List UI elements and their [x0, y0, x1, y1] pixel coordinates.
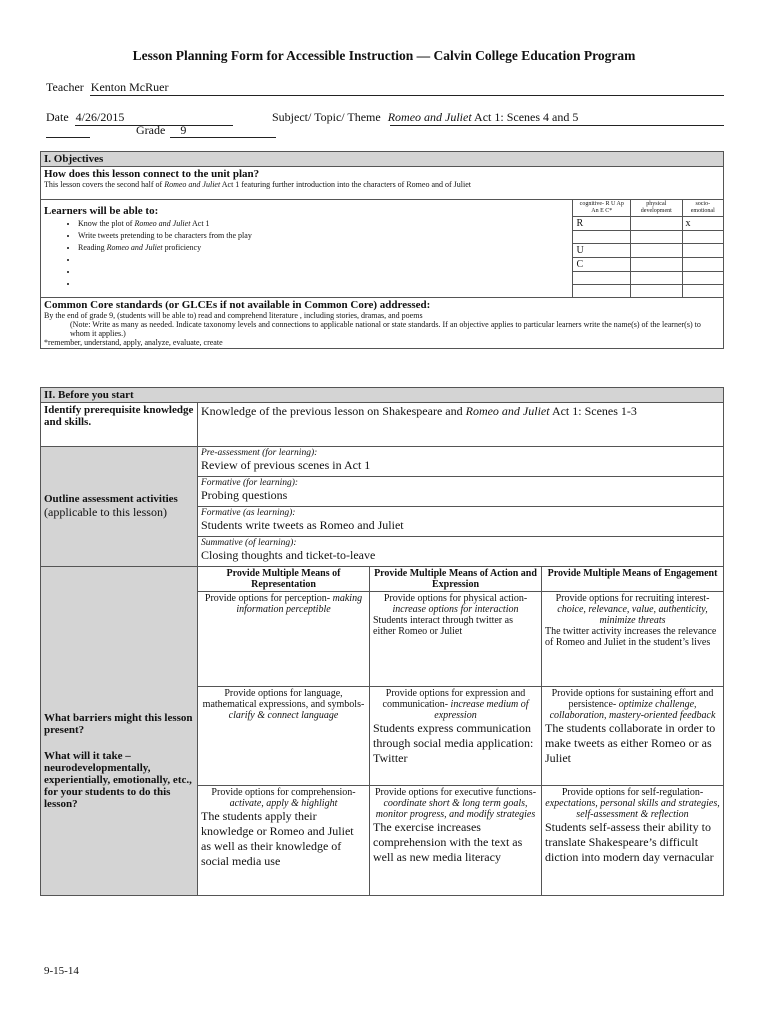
prereq-label: Identify prerequisite knowledge and skills.	[41, 403, 198, 447]
connect-answer-title: Romeo and Juliet	[164, 180, 221, 189]
objectives-header: I. Objectives	[41, 152, 724, 167]
grid-cell	[573, 231, 631, 244]
grid-cell: C	[573, 258, 631, 272]
teacher-line	[46, 80, 168, 95]
subject-title: Romeo and Juliet	[387, 110, 472, 124]
objective-item	[78, 279, 569, 291]
objective-item: • Write tweets pretending to be characters from the play	[78, 231, 569, 243]
objectives-table	[40, 151, 724, 349]
col-socio: socio-emotional	[682, 200, 723, 217]
udl-cell: Provide options for perception- making information perceptible	[198, 592, 370, 687]
assess-item: Summative (of learning): Closing thoughts and ticket-to-leave	[198, 537, 724, 567]
grid-cell	[631, 217, 683, 231]
grid-cell	[631, 258, 683, 272]
grid-cell	[682, 244, 723, 258]
udl-cell: Provide options for recruiting interest- choice, relevance, value, authenticity, minimize threats The twitter activity increases the relevance of Romeo and Juliet in the student’s lives	[542, 592, 724, 687]
connect-answer	[44, 180, 720, 189]
grid-cell	[631, 285, 683, 298]
grade-value: 9	[180, 123, 187, 137]
grid-cell	[573, 285, 631, 298]
objective-item	[78, 255, 569, 267]
teacher-label: Teacher	[46, 80, 84, 94]
grid-cell: R	[573, 217, 631, 231]
barriers-q1: What barriers might this lesson present?	[44, 712, 193, 736]
udl-cell: Provide options for executive functions- coordinate short & long term goals, monitor progress, and modify strategies The exercise increases comprehension with the text as well as new media literacy	[370, 786, 542, 896]
cc-label: Common Core standards (or GLCEs if not available in Common Core) addressed:	[44, 299, 431, 311]
udl-cell: Provide options for sustaining effort and persistence- optimize challenge, collaboration, mastery-oriented feedback The students collaborate in order to make tweets as either Romeo or as Juliet	[542, 687, 724, 786]
grid-cell: x	[682, 217, 723, 231]
udl-cell: Provide options for self-regulation- expectations, personal skills and strategies, self-assessment & reflection Students self-assess their ability to translate Shakespeare’s difficult diction into modern day vernacular	[542, 786, 724, 896]
assess-item: Pre-assessment (for learning): Review of previous scenes in Act 1	[198, 447, 724, 477]
before-table	[40, 387, 724, 896]
subject-rest: Act 1: Scenes 4 and 5	[474, 110, 579, 124]
objective-item: • Know the plot of Romeo and Juliet Act 1	[78, 219, 569, 231]
udl-cell: Provide options for comprehension- activate, apply & highlight The students apply their knowledge or Romeo and Juliet as well as their knowledge of social media use	[198, 786, 370, 896]
grid-cell	[631, 231, 683, 244]
connect-answer-post: Act 1 featuring further introduction into the characters of Romeo and of Juliet	[221, 180, 472, 189]
assess-item: Formative (for learning): Probing questions	[198, 477, 724, 507]
udl-header: Provide Multiple Means of Engagement	[542, 567, 724, 592]
grade-label: Grade	[136, 123, 166, 137]
grid-cell	[573, 272, 631, 285]
date-label: Date	[46, 110, 69, 124]
subject-label: Subject/ Topic/ Theme	[272, 110, 381, 124]
grid-cell	[682, 231, 723, 244]
objectives-list	[44, 219, 569, 291]
udl-header: Provide Multiple Means of Representation	[198, 567, 370, 592]
assess-item: Formative (as learning): Students write tweets as Romeo and Juliet	[198, 507, 724, 537]
before-header: II. Before you start	[41, 388, 724, 403]
barriers-cell	[41, 567, 198, 896]
grid-cell	[682, 258, 723, 272]
learners-label: Learners will be able to:	[44, 205, 159, 217]
cc-text: By the end of grade 9, (students will be able to) read and comprehend literature , including stories, dramas, and poems	[44, 311, 423, 320]
udl-cell: Provide options for language, mathematical expressions, and symbols- clarify & connect language	[198, 687, 370, 786]
objective-item: • Reading Romeo and Juliet proficiency	[78, 243, 569, 255]
col-physical: physical development	[631, 200, 683, 217]
objective-item	[78, 267, 569, 279]
date-value: 4/26/2015	[75, 110, 125, 124]
connect-question: How does this lesson connect to the unit plan?	[44, 168, 260, 180]
teacher-name: Kenton McRuer	[90, 80, 169, 94]
footnote-text: *remember, understand, apply, analyze, evaluate, create	[44, 338, 223, 347]
assess-label-cell	[41, 447, 198, 567]
footer-date: 9-15-14	[44, 965, 79, 977]
date-line	[46, 110, 124, 125]
note-text: (Note: Write as many as needed. Indicate taxonomy levels and connections to applicable national or state standards. If an objective applies to particular learners write the name(s) of the learner(s) to whom it applies.)	[70, 320, 701, 338]
udl-header: Provide Multiple Means of Action and Expression	[370, 567, 542, 592]
udl-cell: Provide options for physical action- increase options for interaction Students interact through twitter as either Romeo or Juliet	[370, 592, 542, 687]
grid-cell	[631, 244, 683, 258]
grid-cell	[631, 272, 683, 285]
udl-cell: Provide options for expression and communication- increase medium of expression Students express communication through social media application: Twitter	[370, 687, 542, 786]
prereq-value: Knowledge of the previous lesson on Shakespeare and Romeo and Juliet Act 1: Scenes 1-3	[198, 403, 724, 447]
barriers-q2: What will it take – neurodevelopmentally, experientially, emotionally, etc., for your students to do this lesson?	[44, 750, 192, 810]
assess-sub: (applicable to this lesson)	[44, 505, 167, 519]
col-cognitive: cognitive- R U Ap An E C*	[573, 200, 631, 217]
grid-cell	[682, 272, 723, 285]
grade-line	[136, 123, 186, 138]
connect-answer-pre: This lesson covers the second half of	[44, 180, 163, 189]
grid-cell: U	[573, 244, 631, 258]
grid-cell	[682, 285, 723, 298]
subject-line	[272, 110, 578, 125]
assess-label: Outline assessment activities	[44, 493, 178, 505]
page-title: Lesson Planning Form for Accessible Instruction — Calvin College Education Program	[132, 48, 636, 63]
